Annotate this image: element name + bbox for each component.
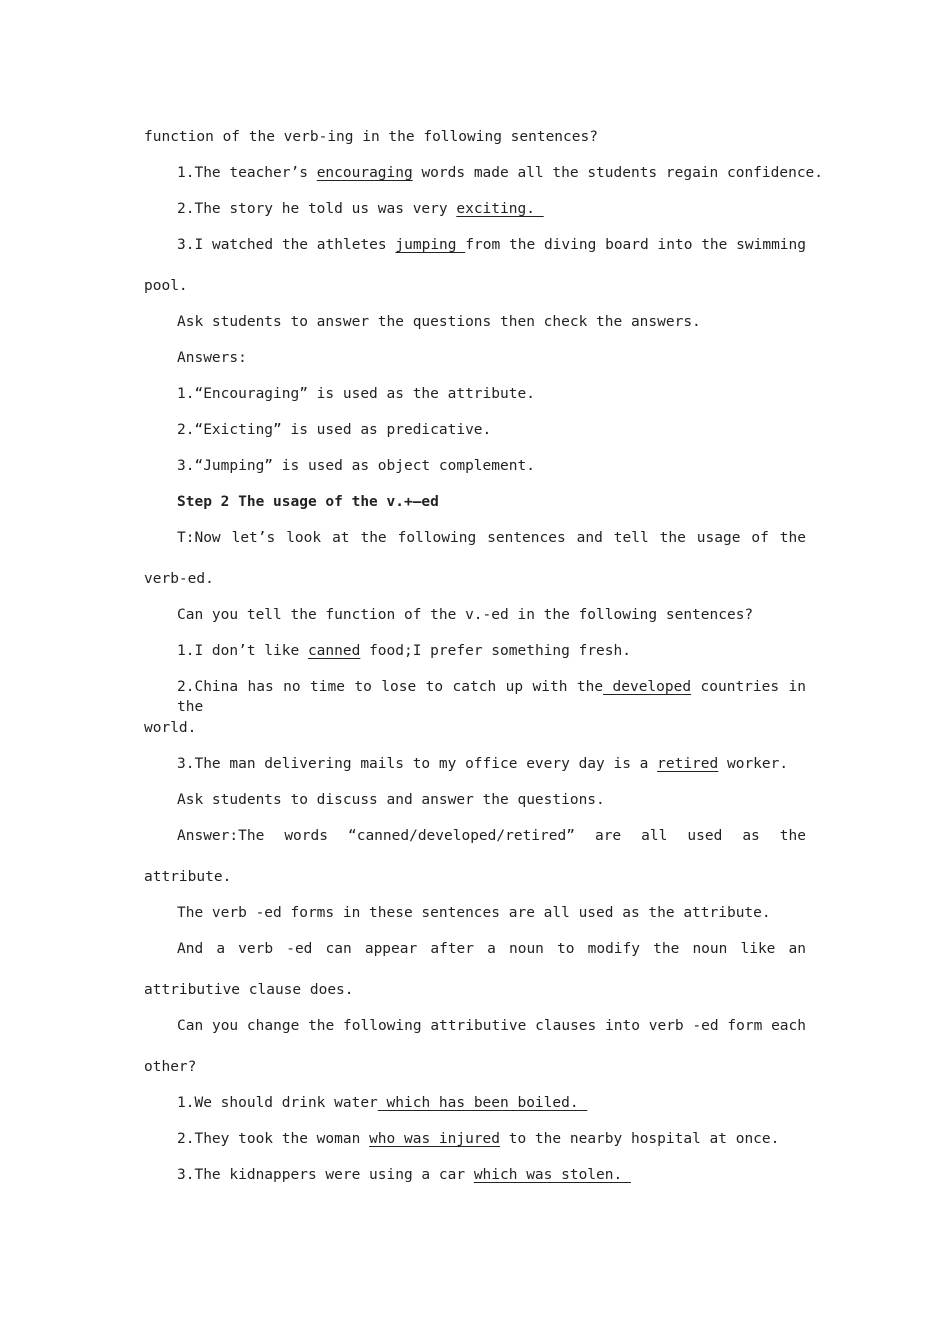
text-line: T:Now let’s look at the following sentences and tell the usage of the — [177, 530, 806, 546]
text-span: from the diving board into the swimming — [465, 237, 806, 253]
underlined-word: which has been boiled. — [377, 1095, 588, 1111]
text-line: And a verb -ed can appear after a noun to modify the noun like an — [177, 941, 806, 957]
text-line: Can you tell the function of the v.-ed in the following sentences? — [177, 607, 754, 623]
underlined-word: who was injured — [369, 1131, 501, 1147]
underlined-word: encouraging — [316, 165, 413, 181]
underlined-word: which was stolen. — [473, 1167, 631, 1183]
text-span: countries in the — [177, 679, 806, 715]
text-span: 2.They took the woman — [177, 1131, 370, 1147]
text-span: words made all the students regain confidence. — [412, 165, 824, 181]
answer-line: 3.“Jumping” is used as object complement. — [177, 458, 535, 474]
example-sentence — [177, 754, 788, 774]
text-span: food;I prefer something fresh. — [360, 643, 631, 659]
underlined-word: canned — [307, 643, 361, 659]
example-sentence — [177, 1093, 587, 1113]
example-sentence — [177, 199, 544, 219]
text-span: 2.China has no time to lose to catch up with the — [177, 679, 604, 695]
text-line: function of the verb-ing in the following sentences? — [144, 129, 598, 145]
underlined-word: developed — [603, 679, 692, 695]
example-sentence — [177, 1129, 779, 1149]
text-line: attribute. — [144, 869, 232, 885]
text-line: pool. — [144, 278, 188, 294]
text-span: 3.I watched the athletes — [177, 237, 396, 253]
answer-line: 2.“Exicting” is used as predicative. — [177, 422, 492, 438]
text-line: Ask students to answer the questions then check the answers. — [177, 314, 701, 330]
answer-line: 1.“Encouraging” is used as the attribute. — [177, 386, 535, 402]
underlined-word: retired — [657, 756, 719, 772]
text-line: The verb -ed forms in these sentences are all used as the attribute. — [177, 905, 771, 921]
text-line: other? — [144, 1059, 197, 1075]
example-sentence — [177, 235, 806, 255]
text-line: verb-ed. — [144, 571, 214, 587]
text-span: 1.The teacher’s — [177, 165, 317, 181]
text-line: world. — [144, 720, 197, 736]
text-span: 1.We should drink water — [177, 1095, 378, 1111]
text-span: 3.The man delivering mails to my office every day is a — [177, 756, 658, 772]
text-line: Can you change the following attributive clauses into verb -ed form each — [177, 1018, 806, 1034]
example-sentence — [177, 641, 631, 661]
example-sentence — [177, 163, 823, 183]
example-sentence — [177, 1165, 631, 1185]
example-sentence — [177, 677, 806, 717]
underlined-word: exciting. — [456, 201, 544, 217]
text-span: to the nearby hospital at once. — [500, 1131, 780, 1147]
text-span: worker. — [718, 756, 789, 772]
text-span: 2.The story he told us was very — [177, 201, 457, 217]
text-span: 3.The kidnappers were using a car — [177, 1167, 474, 1183]
text-line: Ask students to discuss and answer the questions. — [177, 792, 605, 808]
text-line: attributive clause does. — [144, 982, 354, 998]
text-line: Answers: — [177, 350, 247, 366]
section-heading: Step 2 The usage of the v.+—ed — [177, 494, 439, 510]
answer-line: Answer:The words “canned/developed/retired” are all used as the — [177, 828, 806, 844]
underlined-word: jumping — [395, 237, 466, 253]
text-span: 1.I don’t like — [177, 643, 308, 659]
